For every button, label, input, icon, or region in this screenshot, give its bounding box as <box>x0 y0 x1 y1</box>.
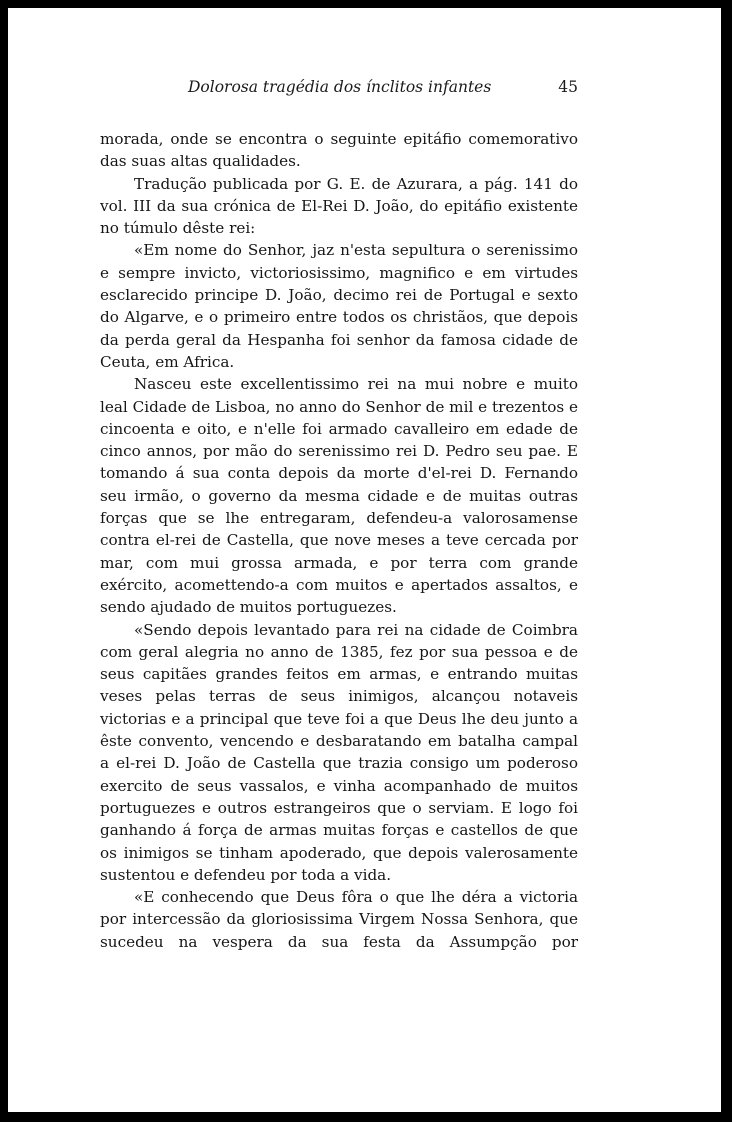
running-title: Dolorosa tragédia dos ínclitos infantes <box>188 78 492 96</box>
paragraph-victory: «E conhecendo que Deus fôra o que lhe déra a victoria por intercessão da gloriosissima Virgem Nossa Senhora, que sucedeu na vespera da sua festa da Assumpção por <box>100 888 578 951</box>
paragraph-continuation: morada, onde se encontra o seguinte epitáfio comemorativo das suas altas qualidades. <box>100 130 578 171</box>
paragraph-coronation: «Sendo depois levantado para rei na cidade de Coimbra com geral alegria no anno de 1385, fez por sua pessoa e de seus capitães grandes feitos em armas, e entrando muitas veses pelas terras de seus inimigos, alcançou notaveis victorias e a principal que teve foi a que Deus lhe deu junto a êste convento, vencendo e desbaratando em batalha campal a el-rei D. João de Castella que trazia consigo um poderoso exercito de seus vassalos, e vinha acompanhado de muitos portuguezes e outros estrangeiros que o serviam. E logo foi ganhando á força de armas muitas forças e castellos de que os inimigos se tinham apoderado, que depois valerosamente sustentou e defendeu por toda a vida. <box>100 620 578 884</box>
paragraph-birth: Nasceu este excellentissimo rei na mui nobre e muito leal Cidade de Lisboa, no anno do Senhor de mil e trezentos e cincoenta e oito, e n'elle foi armado cavalleiro em edade de cinco annos, por mão do serenissimo rei D. Pedro seu pae. E tomando á sua conta depois da morte d'el-rei D. Fernando seu irmão, o governo da mesma cidade e de muitas outras forças que se lhe entregaram, defendeu-a valorosamense contra el-rei de Castella, que nove meses a teve cercada por mar, com mui grossa armada, e por terra com grande exército, acomettendo-a com muitos e apertados assaltos, e sendo ajudado de muitos portuguezes. <box>100 375 578 617</box>
paragraph-translation-note: Tradução publicada por G. E. de Azurara, a pág. 141 do vol. III da sua crónica de El-Rei D. João, do epitáfio existente no túmulo dêste rei: <box>100 174 578 238</box>
body-text <box>100 128 578 953</box>
paragraph-epitaph-opening: «Em nome do Senhor, jaz n'esta sepultura o serenissimo e sempre invicto, victoriosissimo, magnifico e em virtudes esclarecido principe D. João, decimo rei de Portugal e sexto do Algarve, e o primeiro entre todos os christãos, que depois da perda geral da Hespanha foi senhor da famosa cidade de Ceuta, em Africa. <box>100 241 578 371</box>
page-number: 45 <box>558 78 578 96</box>
page-header <box>100 78 578 102</box>
